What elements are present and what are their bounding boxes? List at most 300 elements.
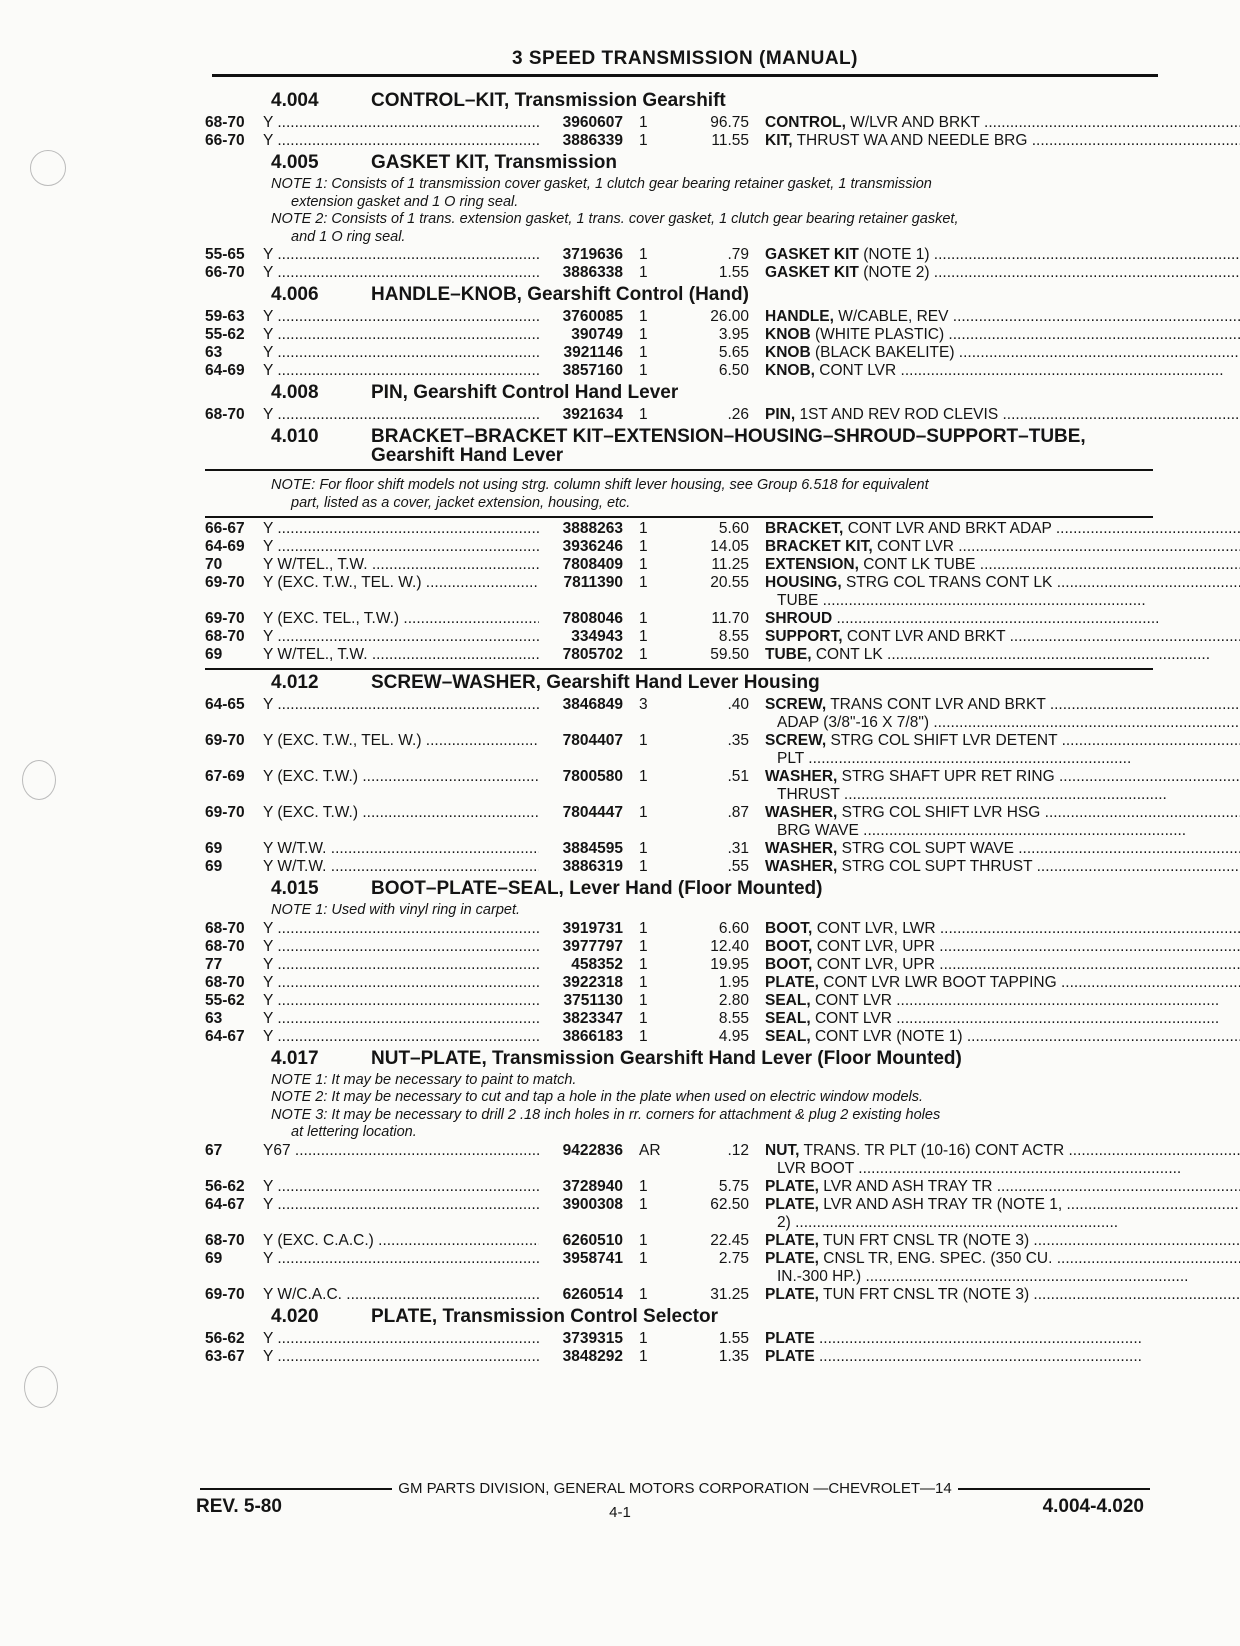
part-row xyxy=(205,538,1153,556)
part-name: BOOT, xyxy=(765,937,813,955)
footer-rule-right xyxy=(958,1488,1150,1490)
note-line: part, listed as a cover, jacket extension, housing, etc. xyxy=(291,494,631,511)
part-number: 3719636 xyxy=(562,246,623,263)
price: .26 xyxy=(727,406,749,423)
group-title xyxy=(371,91,726,110)
application: Y ..... xyxy=(263,362,539,380)
footer-rule-left xyxy=(200,1488,392,1490)
model-years: 66-70 xyxy=(205,264,245,281)
part-detail: W/LVR AND BRKT xyxy=(850,114,980,131)
quantity: 1 xyxy=(639,919,648,937)
part-detail: CONT LVR xyxy=(876,538,954,555)
quantity: 1 xyxy=(639,132,648,149)
description-line xyxy=(765,610,1159,628)
group-title xyxy=(371,1307,718,1326)
punch-hole-mark xyxy=(30,150,66,186)
description-line xyxy=(765,840,1240,858)
part-description xyxy=(765,538,1240,556)
price: 12.40 xyxy=(710,937,749,955)
description-line xyxy=(765,264,1240,282)
price: .12 xyxy=(727,1141,749,1159)
model-years: 63 xyxy=(205,1009,223,1027)
part-number: 9422836 xyxy=(562,1141,623,1159)
group-title xyxy=(371,153,617,172)
description-line xyxy=(765,768,1240,786)
part-number: 7804447 xyxy=(562,804,623,821)
part-row xyxy=(205,114,1153,132)
application: Y ..... xyxy=(263,920,539,938)
model-years: 55-62 xyxy=(205,991,245,1009)
part-detail: CONT LVR, UPR xyxy=(816,955,935,973)
part-detail: STRG SHAFT UPR RET RING xyxy=(841,768,1055,785)
page-title: 3 SPEED TRANSMISSION (MANUAL) xyxy=(512,48,858,69)
group-name: BOOT–PLATE–SEAL, xyxy=(371,878,564,899)
price: 8.55 xyxy=(718,1009,749,1027)
application: Y ..... xyxy=(263,520,539,538)
quantity: 1 xyxy=(639,1231,648,1249)
description-line xyxy=(765,114,1240,132)
quantity: 1 xyxy=(639,264,648,281)
application: Y ..... xyxy=(263,1010,539,1028)
group-number: 4.010 xyxy=(271,426,319,447)
group-name: PLATE, xyxy=(371,1305,438,1327)
quantity: 1 xyxy=(639,308,648,325)
price: 11.55 xyxy=(711,132,749,149)
part-number: 3921146 xyxy=(563,344,623,361)
model-years: 69-70 xyxy=(205,1285,245,1303)
description-line xyxy=(765,1330,1153,1348)
part-name: KNOB, xyxy=(765,362,815,379)
application: Y (EXC. T.W., TEL. W.) ..... xyxy=(263,732,539,750)
application: Y ..... xyxy=(263,246,539,264)
price: .79 xyxy=(727,246,749,263)
part-detail: STRG COL SHIFT LVR DETENT xyxy=(830,732,1058,749)
quantity: 1 xyxy=(639,1195,648,1213)
quantity: 1 xyxy=(639,732,648,749)
part-row xyxy=(205,610,1153,628)
part-name: BOOT, xyxy=(765,955,813,973)
price: 6.50 xyxy=(718,362,749,379)
group-heading xyxy=(205,152,1153,174)
part-description xyxy=(765,1286,1240,1304)
description-continuation: THRUST ..... xyxy=(765,786,1240,804)
application: Y W/TEL., T.W. ..... xyxy=(263,556,539,574)
model-years: 56-62 xyxy=(205,1329,245,1347)
part-row xyxy=(205,1028,1153,1046)
part-number: 3886339 xyxy=(562,132,623,149)
group-note xyxy=(205,1107,1153,1142)
page-number: 4-1 xyxy=(609,1504,631,1521)
model-years: 69 xyxy=(205,1249,223,1267)
part-number: 3739315 xyxy=(562,1329,623,1347)
price: .51 xyxy=(727,768,749,785)
application: Y ..... xyxy=(263,1196,539,1214)
price: 31.25 xyxy=(710,1285,749,1303)
application: Y ..... xyxy=(263,974,539,992)
quantity: 1 xyxy=(639,406,648,423)
part-row xyxy=(205,956,1153,974)
quantity: 1 xyxy=(639,1249,648,1267)
price: .31 xyxy=(727,840,749,857)
description-line xyxy=(765,520,1240,538)
description-line xyxy=(765,556,1240,574)
part-number: 3866183 xyxy=(562,1027,623,1045)
quantity: 1 xyxy=(639,1347,648,1365)
part-description xyxy=(765,1348,1153,1366)
application: Y W/C.A.C. ..... xyxy=(263,1286,539,1304)
part-detail: STRG COL SUPT THRUST xyxy=(841,858,1033,875)
description-line xyxy=(765,132,1240,150)
application: Y (EXC. TEL., T.W.) ..... xyxy=(263,610,539,628)
part-detail: TUN FRT CNSL TR (NOTE 3) xyxy=(823,1285,1030,1303)
application: Y ..... xyxy=(263,696,539,714)
parts-group xyxy=(205,382,1153,424)
model-years: 68-70 xyxy=(205,114,245,131)
description-line xyxy=(765,696,1240,714)
part-row xyxy=(205,992,1153,1010)
note-line: extension gasket and 1 O ring seal. xyxy=(291,193,519,210)
part-description xyxy=(765,246,1240,264)
part-detail: CONT LVR, LWR xyxy=(816,919,936,937)
part-row xyxy=(205,308,1153,326)
part-description xyxy=(765,956,1240,974)
model-years: 66-70 xyxy=(205,132,245,149)
part-row xyxy=(205,840,1153,858)
section-rule xyxy=(205,469,1153,471)
group-heading xyxy=(205,1306,1153,1328)
description-line xyxy=(765,1348,1153,1366)
group-heading xyxy=(205,284,1153,306)
model-years: 69-70 xyxy=(205,804,245,821)
description-continuation: 2) ..... xyxy=(765,1214,1240,1232)
group-range: 4.004-4.020 xyxy=(1042,1496,1144,1517)
group-number: 4.005 xyxy=(271,152,319,173)
part-row xyxy=(205,768,1153,804)
group-note xyxy=(205,211,1153,246)
part-name: SCREW, xyxy=(765,696,827,713)
part-name: BRACKET, xyxy=(765,520,844,537)
part-detail: LVR AND ASH TRAY TR xyxy=(823,1177,993,1195)
description-continuation: LVR BOOT ..... xyxy=(765,1160,1240,1178)
part-row xyxy=(205,264,1153,282)
model-years: 68-70 xyxy=(205,973,245,991)
group-number: 4.004 xyxy=(271,90,319,111)
part-detail: CONT LK TUBE xyxy=(863,556,976,573)
description-line xyxy=(765,344,1240,362)
group-name: BRACKET–BRACKET KIT–EXTENSION–HOUSING–SHROUD–SUPPORT–TUBE, xyxy=(371,426,1086,447)
description-continuation: IN.-300 HP.) ..... xyxy=(765,1268,1240,1286)
part-description xyxy=(765,1196,1240,1232)
part-number: 3857160 xyxy=(562,362,623,379)
model-years: 63 xyxy=(205,344,223,361)
quantity: 1 xyxy=(639,520,648,537)
part-name: TUBE, xyxy=(765,646,812,663)
description-line xyxy=(765,1286,1240,1304)
price: 62.50 xyxy=(710,1195,749,1213)
part-number: 3751130 xyxy=(563,991,623,1009)
price: 22.45 xyxy=(710,1231,749,1249)
quantity: 1 xyxy=(639,538,648,555)
quantity: 3 xyxy=(639,696,648,713)
group-heading xyxy=(205,426,1153,465)
part-name: PLATE xyxy=(765,1329,815,1347)
model-years: 67-69 xyxy=(205,768,245,785)
part-number: 3823347 xyxy=(562,1009,623,1027)
part-detail: CONT LVR, UPR xyxy=(816,937,935,955)
group-note xyxy=(205,176,1153,211)
part-description xyxy=(765,114,1240,132)
part-number: 3900308 xyxy=(562,1195,623,1213)
part-name: GASKET KIT xyxy=(765,246,859,263)
quantity: 1 xyxy=(639,246,648,263)
parts-list xyxy=(205,88,1153,1366)
description-line xyxy=(765,1142,1240,1160)
part-name: SUPPORT, xyxy=(765,628,843,645)
part-detail: CONT LK xyxy=(815,646,883,663)
part-row xyxy=(205,1232,1153,1250)
part-name: HOUSING, xyxy=(765,574,842,591)
part-detail: TRANS. TR PLT (10-16) CONT ACTR xyxy=(803,1141,1065,1159)
part-description xyxy=(765,628,1240,646)
model-years: 66-67 xyxy=(205,520,245,537)
application: Y (EXC. T.W.) ..... xyxy=(263,804,539,822)
price: 5.60 xyxy=(718,520,749,537)
group-heading xyxy=(205,878,1153,900)
price: 19.95 xyxy=(710,955,749,973)
description-line xyxy=(765,804,1240,822)
model-years: 69 xyxy=(205,646,223,663)
group-number: 4.015 xyxy=(271,878,319,899)
part-row xyxy=(205,1196,1153,1232)
description-line xyxy=(765,538,1240,556)
group-note xyxy=(205,477,1153,512)
part-number: 3760085 xyxy=(562,308,623,325)
group-description: Lever Hand (Floor Mounted) xyxy=(569,878,823,899)
price: 1.35 xyxy=(718,1347,749,1365)
parts-group xyxy=(205,668,1153,876)
price: 96.75 xyxy=(710,114,749,131)
part-row xyxy=(205,344,1153,362)
model-years: 69 xyxy=(205,858,223,875)
quantity: 1 xyxy=(639,610,648,627)
quantity: 1 xyxy=(639,955,648,973)
price: .35 xyxy=(727,732,749,749)
punch-hole-mark xyxy=(24,1366,58,1408)
part-detail: LVR AND ASH TRAY TR (NOTE 1, xyxy=(823,1195,1063,1213)
part-row xyxy=(205,406,1153,424)
part-detail: (NOTE 1) xyxy=(863,246,930,263)
application: Y (EXC. T.W., TEL. W.) ..... xyxy=(263,574,539,592)
part-number: 7811390 xyxy=(563,574,623,591)
quantity: 1 xyxy=(639,973,648,991)
part-name: WASHER, xyxy=(765,840,838,857)
part-row xyxy=(205,1286,1153,1304)
part-number: 3848292 xyxy=(562,1347,623,1365)
application: Y ..... xyxy=(263,1250,539,1268)
part-row xyxy=(205,1178,1153,1196)
part-description xyxy=(765,362,1224,380)
application: Y (EXC. T.W.) ..... xyxy=(263,768,539,786)
section-rule xyxy=(205,668,1153,670)
description-line xyxy=(765,326,1240,344)
description-line xyxy=(765,246,1240,264)
part-number: 3846849 xyxy=(562,696,623,713)
description-line xyxy=(765,406,1240,424)
part-number: 6260514 xyxy=(562,1285,623,1303)
description-line xyxy=(765,1196,1240,1214)
description-line xyxy=(765,646,1210,664)
description-line xyxy=(765,1010,1219,1028)
part-description xyxy=(765,610,1159,628)
part-number: 3921634 xyxy=(562,406,623,423)
group-name: SCREW–WASHER, xyxy=(371,672,541,693)
part-detail: CNSL TR, ENG. SPEC. (350 CU. xyxy=(823,1249,1053,1267)
part-name: KNOB xyxy=(765,344,811,361)
part-description xyxy=(765,406,1240,424)
quantity: 1 xyxy=(639,362,648,379)
part-description xyxy=(765,1142,1240,1178)
group-heading xyxy=(205,90,1153,112)
group-title xyxy=(371,1049,962,1068)
part-number: 3888263 xyxy=(562,520,623,537)
part-description xyxy=(765,574,1240,610)
model-years: 64-67 xyxy=(205,1195,245,1213)
description-line xyxy=(765,628,1240,646)
part-description xyxy=(765,1178,1240,1196)
note-line: NOTE 1: Consists of 1 transmission cover gasket, 1 clutch gear bearing retainer gasket, 1 transmission xyxy=(271,176,932,192)
quantity: 1 xyxy=(639,1329,648,1347)
model-years: 69 xyxy=(205,840,223,857)
price: 2.80 xyxy=(718,991,749,1009)
group-description: Transmission xyxy=(494,152,618,173)
application: Y ..... xyxy=(263,132,539,150)
part-name: NUT, xyxy=(765,1141,800,1159)
model-years: 64-67 xyxy=(205,1027,245,1045)
part-number: 3936246 xyxy=(562,538,623,555)
application: Y ..... xyxy=(263,308,539,326)
description-line xyxy=(765,574,1240,592)
part-detail: TRANS CONT LVR AND BRKT xyxy=(830,696,1046,713)
part-name: CONTROL, xyxy=(765,114,846,131)
part-description xyxy=(765,768,1240,804)
quantity: 1 xyxy=(639,858,648,875)
quantity: 1 xyxy=(639,768,648,785)
group-description: Gearshift Control (Hand) xyxy=(527,284,749,305)
quantity: 1 xyxy=(639,1285,648,1303)
parts-group xyxy=(205,878,1153,1046)
note-line: NOTE: For floor shift models not using strg. column shift lever housing, see Group 6.518 for equivalent xyxy=(271,477,929,493)
quantity: 1 xyxy=(639,840,648,857)
part-name: BOOT, xyxy=(765,919,813,937)
quantity: 1 xyxy=(639,646,648,663)
description-line xyxy=(765,938,1240,956)
group-description: Gearshift Hand Lever Housing xyxy=(546,672,820,693)
quantity: 1 xyxy=(639,114,648,131)
part-name: SEAL, xyxy=(765,1027,811,1045)
part-detail: STRG COL TRANS CONT LK xyxy=(845,574,1053,591)
quantity: 1 xyxy=(639,1027,648,1045)
group-title xyxy=(371,285,749,304)
part-number: 3922318 xyxy=(562,973,623,991)
group-description: Transmission Gearshift Hand Lever (Floor Mounted) xyxy=(492,1047,962,1069)
price: 11.70 xyxy=(711,610,749,627)
model-years: 55-62 xyxy=(205,326,245,343)
part-description xyxy=(765,992,1219,1010)
model-years: 67 xyxy=(205,1141,223,1159)
group-heading xyxy=(205,672,1153,694)
part-row xyxy=(205,326,1153,344)
quantity: 1 xyxy=(639,804,648,821)
part-number: 3977797 xyxy=(562,937,623,955)
part-name: HANDLE, xyxy=(765,308,834,325)
application: Y ..... xyxy=(263,956,539,974)
part-description xyxy=(765,732,1240,768)
part-name: PIN, xyxy=(765,406,796,423)
note-line: NOTE 2: Consists of 1 trans. extension gasket, 1 trans. cover gasket, 1 clutch gear bearing retainer gasket, xyxy=(271,211,959,227)
price: 20.55 xyxy=(710,574,749,591)
group-description: Gearshift Control Hand Lever xyxy=(413,382,679,403)
application: Y ..... xyxy=(263,628,539,646)
part-detail: W/CABLE, REV xyxy=(838,308,949,325)
group-description: Transmission Gearshift xyxy=(514,90,726,111)
part-detail: TUN FRT CNSL TR (NOTE 3) xyxy=(823,1231,1030,1249)
note-line: NOTE 3: It may be necessary to drill 2 .18 inch holes in rr. corners for attachment & plug 2 existing holes xyxy=(271,1106,941,1123)
part-name: WASHER, xyxy=(765,858,838,875)
part-description xyxy=(765,974,1240,992)
description-line xyxy=(765,1028,1240,1046)
part-description xyxy=(765,646,1210,664)
model-years: 64-65 xyxy=(205,696,245,713)
note-line: NOTE 2: It may be necessary to cut and tap a hole in the plate when used on electric window models. xyxy=(271,1089,924,1105)
price: .87 xyxy=(727,804,749,821)
parts-group xyxy=(205,152,1153,282)
note-line: and 1 O ring seal. xyxy=(291,228,406,245)
application: Y ..... xyxy=(263,1178,539,1196)
part-row xyxy=(205,974,1153,992)
model-years: 64-69 xyxy=(205,538,245,555)
group-name: PIN, xyxy=(371,382,408,403)
price: 14.05 xyxy=(710,538,749,555)
application: Y W/TEL., T.W. ..... xyxy=(263,646,539,664)
group-name: CONTROL–KIT, xyxy=(371,90,510,111)
model-years: 68-70 xyxy=(205,937,245,955)
group-note xyxy=(205,1089,1153,1107)
note-line: at lettering location. xyxy=(291,1124,417,1140)
application: Y W/T.W. ..... xyxy=(263,840,539,858)
part-row xyxy=(205,1010,1153,1028)
price: 2.75 xyxy=(718,1249,749,1267)
application: Y ..... xyxy=(263,326,539,344)
part-description xyxy=(765,1010,1219,1028)
group-number: 4.012 xyxy=(271,672,319,693)
model-years: 69-70 xyxy=(205,732,245,749)
price: 1.95 xyxy=(718,973,749,991)
part-name: PLATE, xyxy=(765,1231,819,1249)
description-line xyxy=(765,732,1240,750)
quantity: 1 xyxy=(639,344,648,361)
description-line xyxy=(765,974,1240,992)
group-name: NUT–PLATE, xyxy=(371,1047,487,1069)
group-title xyxy=(371,673,820,692)
part-description xyxy=(765,132,1240,150)
group-number: 4.008 xyxy=(271,382,319,403)
part-number: 390749 xyxy=(571,326,623,343)
part-detail: CONT LVR xyxy=(814,991,892,1009)
part-row xyxy=(205,938,1153,956)
section-rule xyxy=(205,516,1153,518)
part-name: PLATE, xyxy=(765,973,819,991)
part-description xyxy=(765,308,1240,326)
